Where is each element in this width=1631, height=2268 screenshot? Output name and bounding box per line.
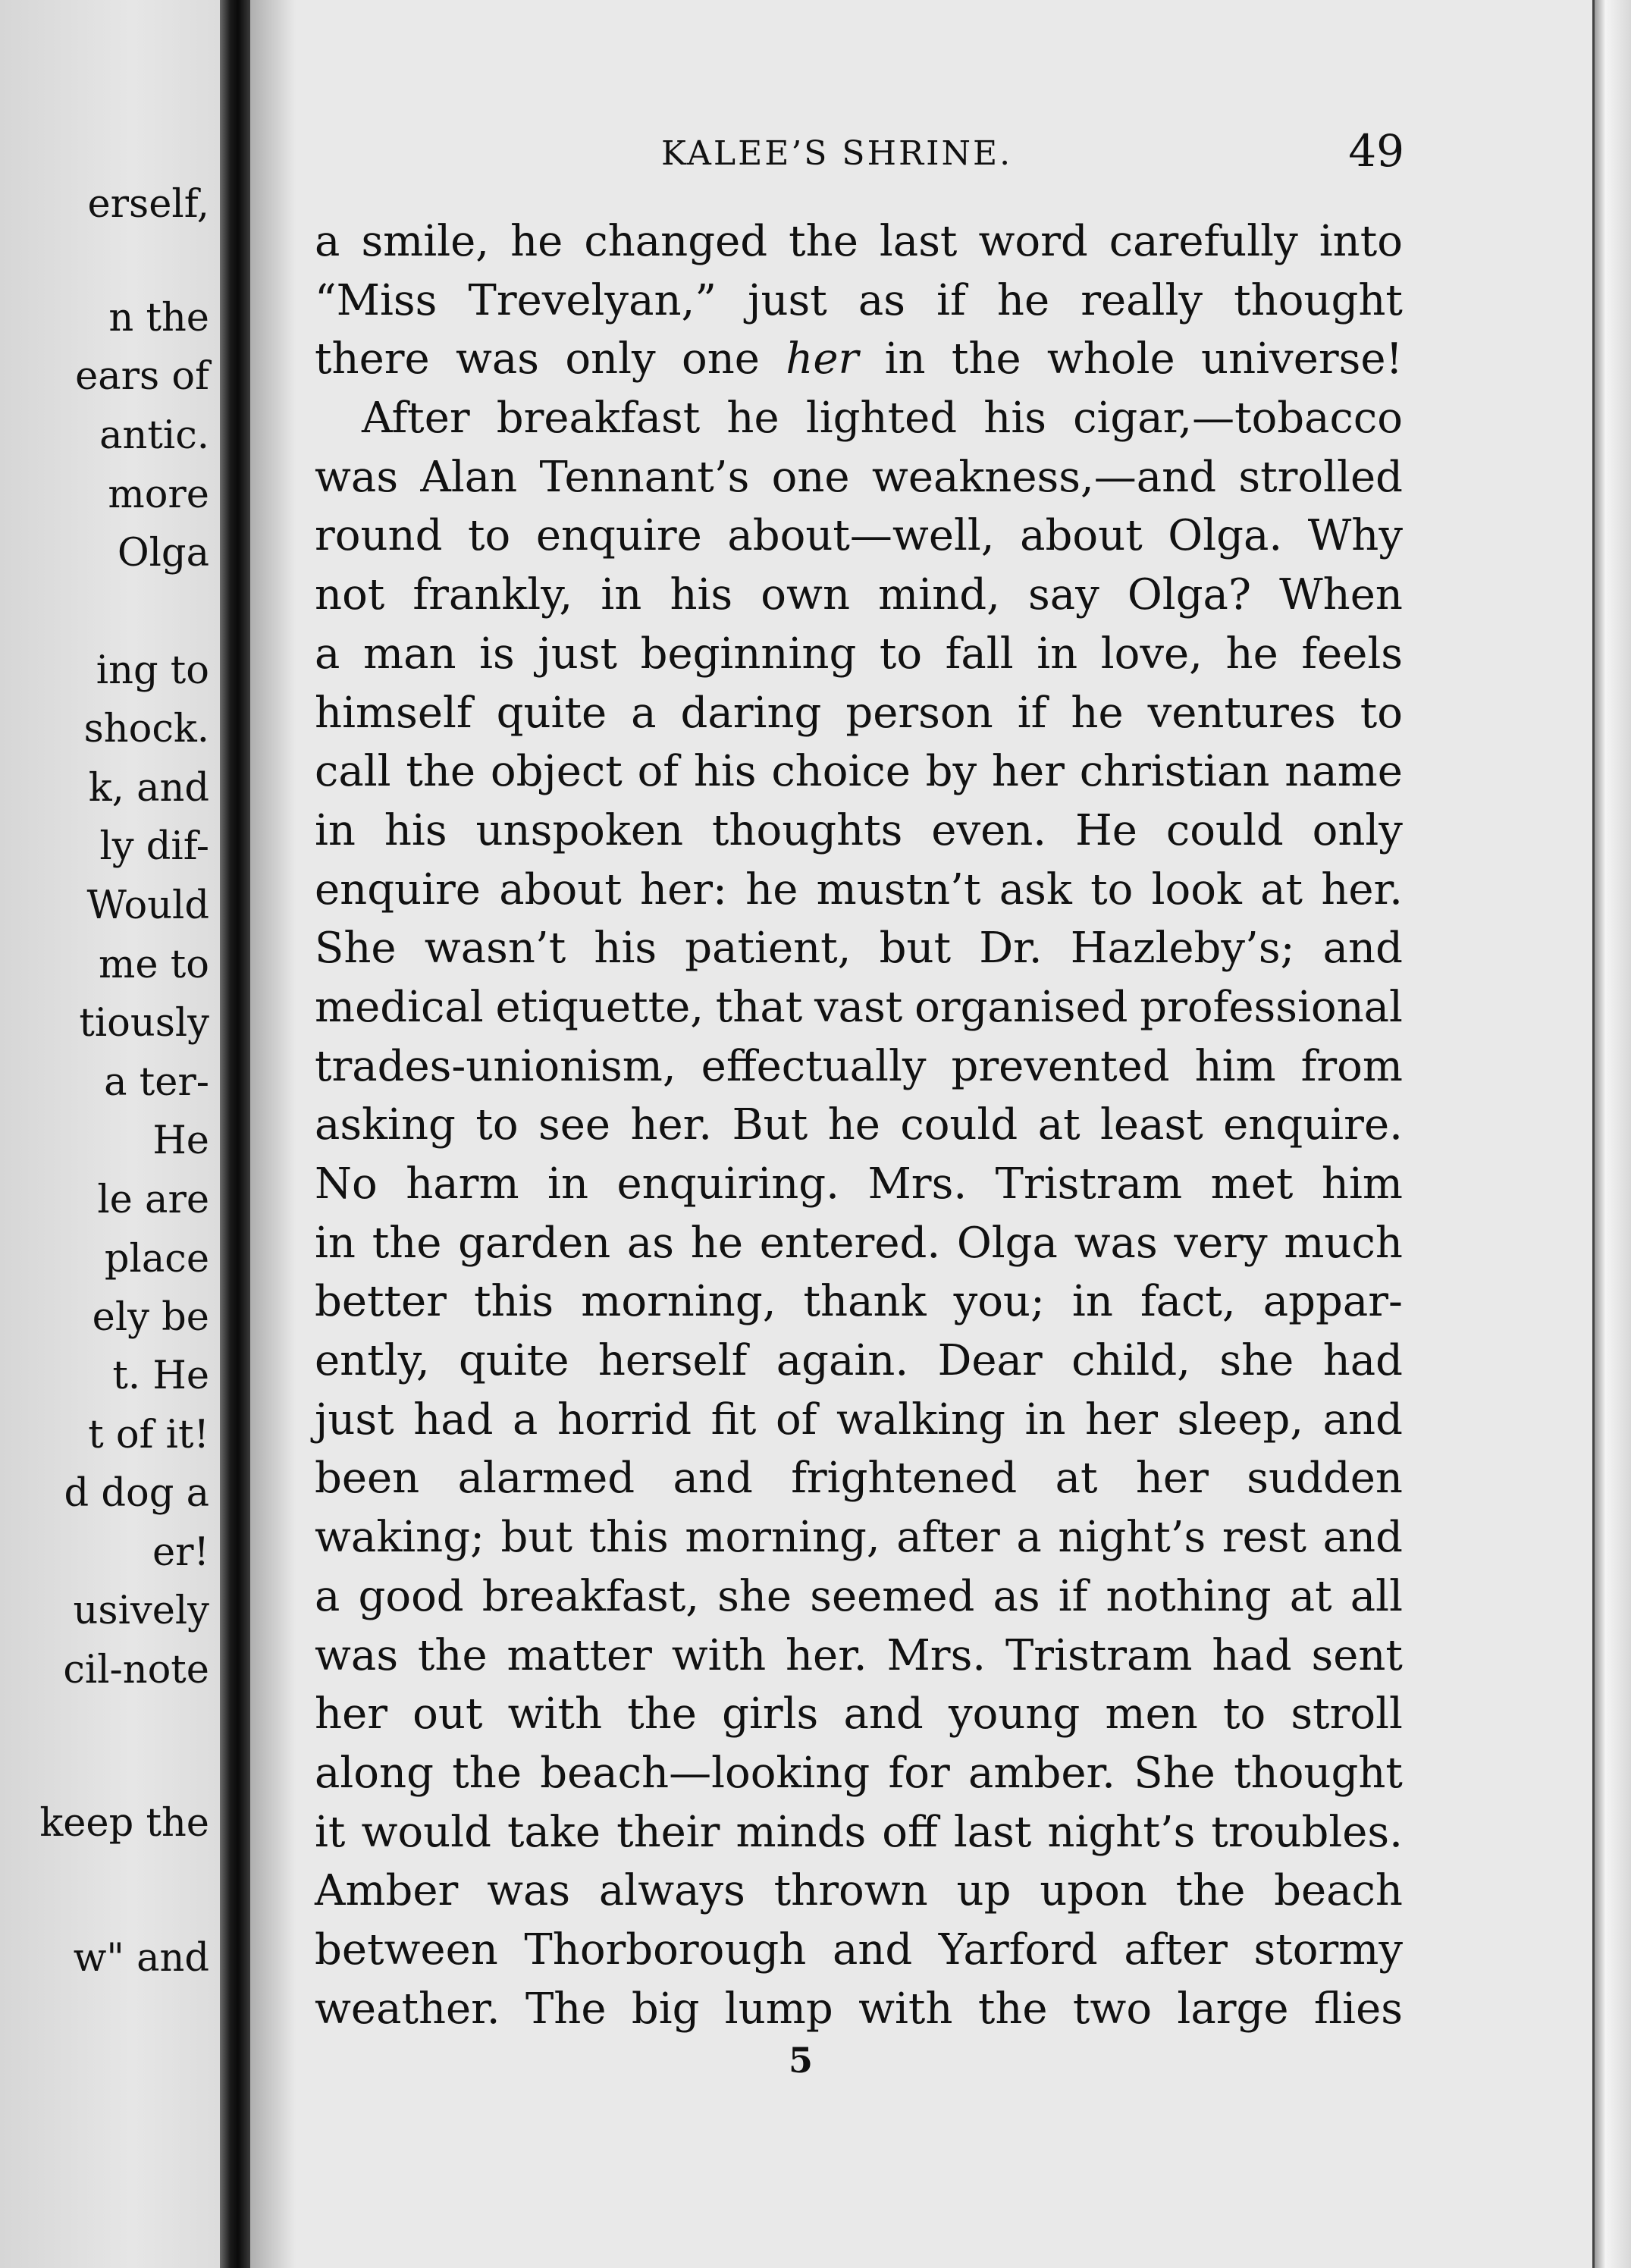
left-page-line: t of it!: [88, 1413, 209, 1457]
text-line: better this morning, thank you; in fact, appar-: [315, 1277, 1403, 1327]
left-page-line: Olga: [117, 531, 209, 576]
text-line: asking to see her. But he could at least enquire.: [315, 1100, 1403, 1150]
text-line: call the object of his choice by her christian name: [315, 747, 1403, 797]
left-page-line: place: [104, 1237, 209, 1281]
text-line: “Miss Trevelyan,” just as if he really thought: [315, 275, 1403, 325]
text-line: weather. The big lump with the two large flies: [315, 1984, 1403, 2034]
text-line: Amber was always thrown up upon the beach: [315, 1866, 1403, 1916]
text-line: enquire about her: he mustn’t ask to look at her.: [315, 864, 1403, 914]
left-page-line: Would: [86, 883, 209, 928]
left-page-line: usively: [73, 1589, 209, 1633]
left-page-line: t. He: [112, 1354, 209, 1398]
text-line: her out with the girls and young men to stroll: [315, 1689, 1403, 1739]
text-line: between Thorborough and Yarford after stormy: [315, 1925, 1403, 1975]
left-page-line: ing to: [96, 648, 209, 693]
left-page-line: k, and: [88, 766, 209, 811]
page-edge: [1592, 0, 1631, 2268]
page-number: 49: [1348, 125, 1404, 177]
left-page-line: cil-note: [63, 1648, 209, 1692]
left-page-line: er!: [152, 1530, 209, 1575]
left-page-line: ly dif-: [99, 824, 209, 869]
body-text: [315, 212, 1403, 2038]
text-line: it would take their minds off last night’s troubles.: [315, 1807, 1403, 1857]
left-page-line: me to: [99, 943, 209, 987]
left-page-line: tiously: [79, 1001, 209, 1046]
text-line: a smile, he changed the last word carefully into: [315, 217, 1403, 266]
text-line: waking; but this morning, after a night’s rest and: [315, 1513, 1403, 1563]
text-line: round to enquire about—well, about Olga. Why: [315, 511, 1403, 561]
text-line: was the matter with her. Mrs. Tristram had sent: [315, 1630, 1403, 1680]
text-line: along the beach—looking for amber. She thought: [315, 1748, 1403, 1798]
left-page-line: erself,: [87, 182, 209, 227]
left-page-line: ears of: [75, 354, 209, 399]
text-line: himself quite a daring person if he ventures to: [315, 688, 1403, 738]
gutter-shadow: [250, 0, 296, 2268]
left-page-line: more: [108, 472, 209, 517]
text-line: a man is just beginning to fall in love, he feels: [315, 629, 1403, 679]
text-line: just had a horrid fit of walking in her sleep, and: [315, 1394, 1403, 1445]
text-line: ently, quite herself again. Dear child, she had: [315, 1336, 1403, 1386]
left-page-line: w" and: [73, 1936, 209, 1981]
text-line: No harm in enquiring. Mrs. Tristram met him: [315, 1159, 1403, 1209]
text-line: in the garden as he entered. Olga was very much: [315, 1218, 1403, 1268]
text-line: not frankly, in his own mind, say Olga? When: [315, 570, 1403, 620]
left-page-line: keep the: [39, 1801, 209, 1846]
signature-mark: 5: [789, 2040, 814, 2081]
text-line: After breakfast he lighted his cigar,—tobacco: [362, 394, 1403, 444]
left-page-fragment: [0, 0, 220, 2268]
left-page-line: le are: [97, 1178, 209, 1222]
text-line: She wasn’t his patient, but Dr. Hazleby’s; and: [315, 924, 1403, 974]
text-line: trades-unionism, effectually prevented him from: [315, 1041, 1403, 1091]
text-line: there was only one her in the whole universe!: [315, 334, 1403, 384]
book-gutter: [220, 0, 250, 2268]
left-page-line: He: [152, 1118, 209, 1163]
text-line: was Alan Tennant’s one weakness,—and strolled: [315, 452, 1403, 502]
text-line: in his unspoken thoughts even. He could only: [315, 805, 1403, 855]
text-line: a good breakfast, she seemed as if nothing at all: [315, 1571, 1403, 1621]
running-head: [312, 125, 1404, 186]
running-title: KALEE’S SHRINE.: [661, 134, 1013, 173]
left-page-line: d dog a: [64, 1471, 209, 1516]
text-line: been alarmed and frightened at her sudden: [315, 1454, 1403, 1504]
left-page-line: a ter-: [104, 1060, 209, 1105]
left-page-line: shock.: [83, 707, 209, 751]
left-page-line: ely be: [92, 1295, 209, 1340]
left-page-line: antic.: [99, 413, 209, 458]
text-line: medical etiquette, that vast organised professional: [315, 982, 1403, 1032]
left-page-line: n the: [108, 296, 209, 340]
